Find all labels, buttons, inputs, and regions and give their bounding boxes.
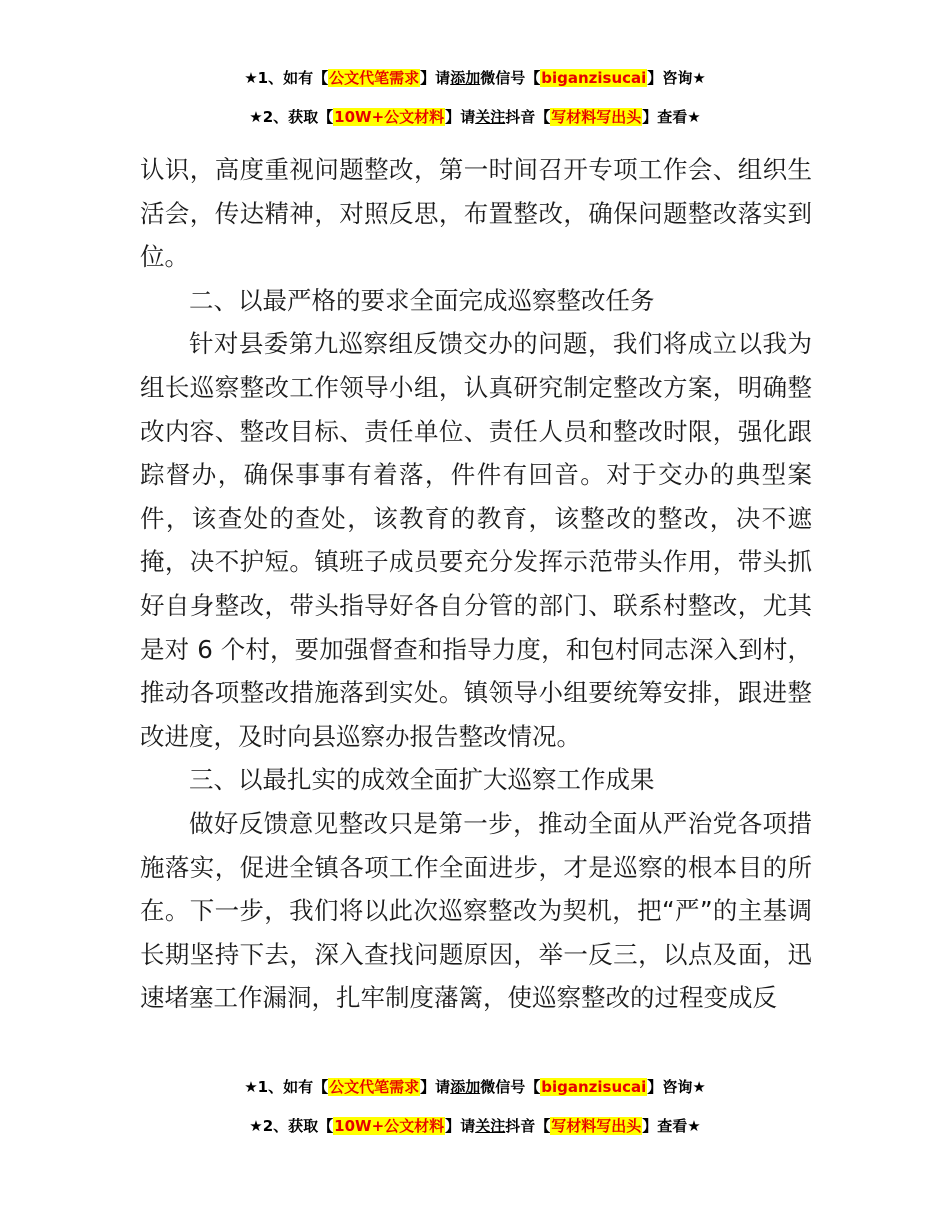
banner-text: 抖音	[505, 1117, 536, 1135]
bracket-left: 【	[525, 1078, 541, 1096]
banner-text: 微信号	[480, 69, 526, 87]
bracket-left: 【	[313, 69, 329, 87]
bracket-left: 【	[313, 1078, 329, 1096]
header-banner-line-1	[0, 67, 950, 89]
document-body	[140, 148, 812, 1020]
section-heading-3: 三、以最扎实的成效全面扩大巡察工作成果	[189, 765, 655, 795]
banner-text: 抖音	[505, 108, 536, 126]
banner-prefix: ★1、如有	[244, 1078, 314, 1096]
underlined-follow: 关注	[475, 1117, 506, 1135]
bracket-left: 【	[525, 69, 541, 87]
highlight-ghostwriting-service: 公文代笔需求	[329, 1078, 420, 1096]
banner-text: 请	[460, 108, 476, 126]
highlight-materials: 10W+公文材料	[334, 1117, 445, 1135]
highlight-douyin-account: 写材料写出头	[551, 108, 642, 126]
section-heading-2: 二、以最严格的要求全面完成巡察整改任务	[189, 285, 655, 315]
bracket-right: 】	[445, 108, 461, 126]
footer-banner-line-2	[0, 1115, 950, 1137]
underlined-follow: 关注	[475, 108, 506, 126]
bracket-left: 【	[535, 108, 551, 126]
banner-suffix: 咨询★	[662, 1078, 706, 1096]
bracket-right: 】	[647, 69, 663, 87]
bracket-right: 】	[642, 1117, 658, 1135]
banner-text: 请	[435, 69, 451, 87]
paragraph-continuation: 认识，高度重视问题整改，第一时间召开专项工作会、组织生活会，传达精神，对照反思，布置整改，确保问题整改落实到位。	[140, 155, 812, 272]
footer-banner-line-1	[0, 1076, 950, 1098]
bracket-left: 【	[535, 1117, 551, 1135]
banner-suffix: 咨询★	[662, 69, 706, 87]
bracket-right: 】	[647, 1078, 663, 1096]
banner-suffix: 查看★	[657, 108, 701, 126]
bracket-right: 】	[420, 69, 436, 87]
highlight-materials: 10W+公文材料	[334, 108, 445, 126]
bracket-right: 】	[420, 1078, 436, 1096]
bracket-left: 【	[318, 1117, 334, 1135]
banner-text: 请	[435, 1078, 451, 1096]
highlight-douyin-account: 写材料写出头	[551, 1117, 642, 1135]
header-banner-line-2	[0, 106, 950, 128]
underlined-add: 添加	[450, 1078, 481, 1096]
bracket-right: 】	[445, 1117, 461, 1135]
highlight-wechat-id: biganzisucai	[541, 1078, 647, 1096]
banner-prefix: ★1、如有	[244, 69, 314, 87]
banner-prefix: ★2、获取	[249, 1117, 319, 1135]
banner-text: 请	[460, 1117, 476, 1135]
highlight-ghostwriting-service: 公文代笔需求	[329, 69, 420, 87]
banner-suffix: 查看★	[657, 1117, 701, 1135]
banner-text: 微信号	[480, 1078, 526, 1096]
bracket-left: 【	[318, 108, 334, 126]
underlined-add: 添加	[450, 69, 481, 87]
paragraph-section-3: 做好反馈意见整改只是第一步，推动全面从严治党各项措施落实，促进全镇各项工作全面进步，才是巡察的根本目的所在。下一步，我们将以此次巡察整改为契机，把“严”的主基调长期坚持下去，深入查找问题原因，举一反三，以点及面，迅速堵塞工作漏洞，扎牢制度藩篱，使巡察整改的过程变成反	[140, 808, 812, 1013]
paragraph-section-2: 针对县委第九巡察组反馈交办的问题，我们将成立以我为组长巡察整改工作领导小组，认真研究制定整改方案，明确整改内容、整改目标、责任单位、责任人员和整改时限，强化跟踪督办，确保事事有着落，件件有回音。对于交办的典型案件，该查处的查处，该教育的教育，该整改的整改，决不遮掩，决不护短。镇班子成员要充分发挥示范带头作用，带头抓好自身整改，带头指导好各自分管的部门、联系村整改，尤其是对 6 个村，要加强督查和指导力度，和包村同志深入到村，推动各项整改措施落到实处。镇领导小组要统筹安排，跟进整改进度，及时向县巡察办报告整改情况。	[140, 329, 812, 751]
bracket-right: 】	[642, 108, 658, 126]
highlight-wechat-id: biganzisucai	[541, 69, 647, 87]
banner-prefix: ★2、获取	[249, 108, 319, 126]
